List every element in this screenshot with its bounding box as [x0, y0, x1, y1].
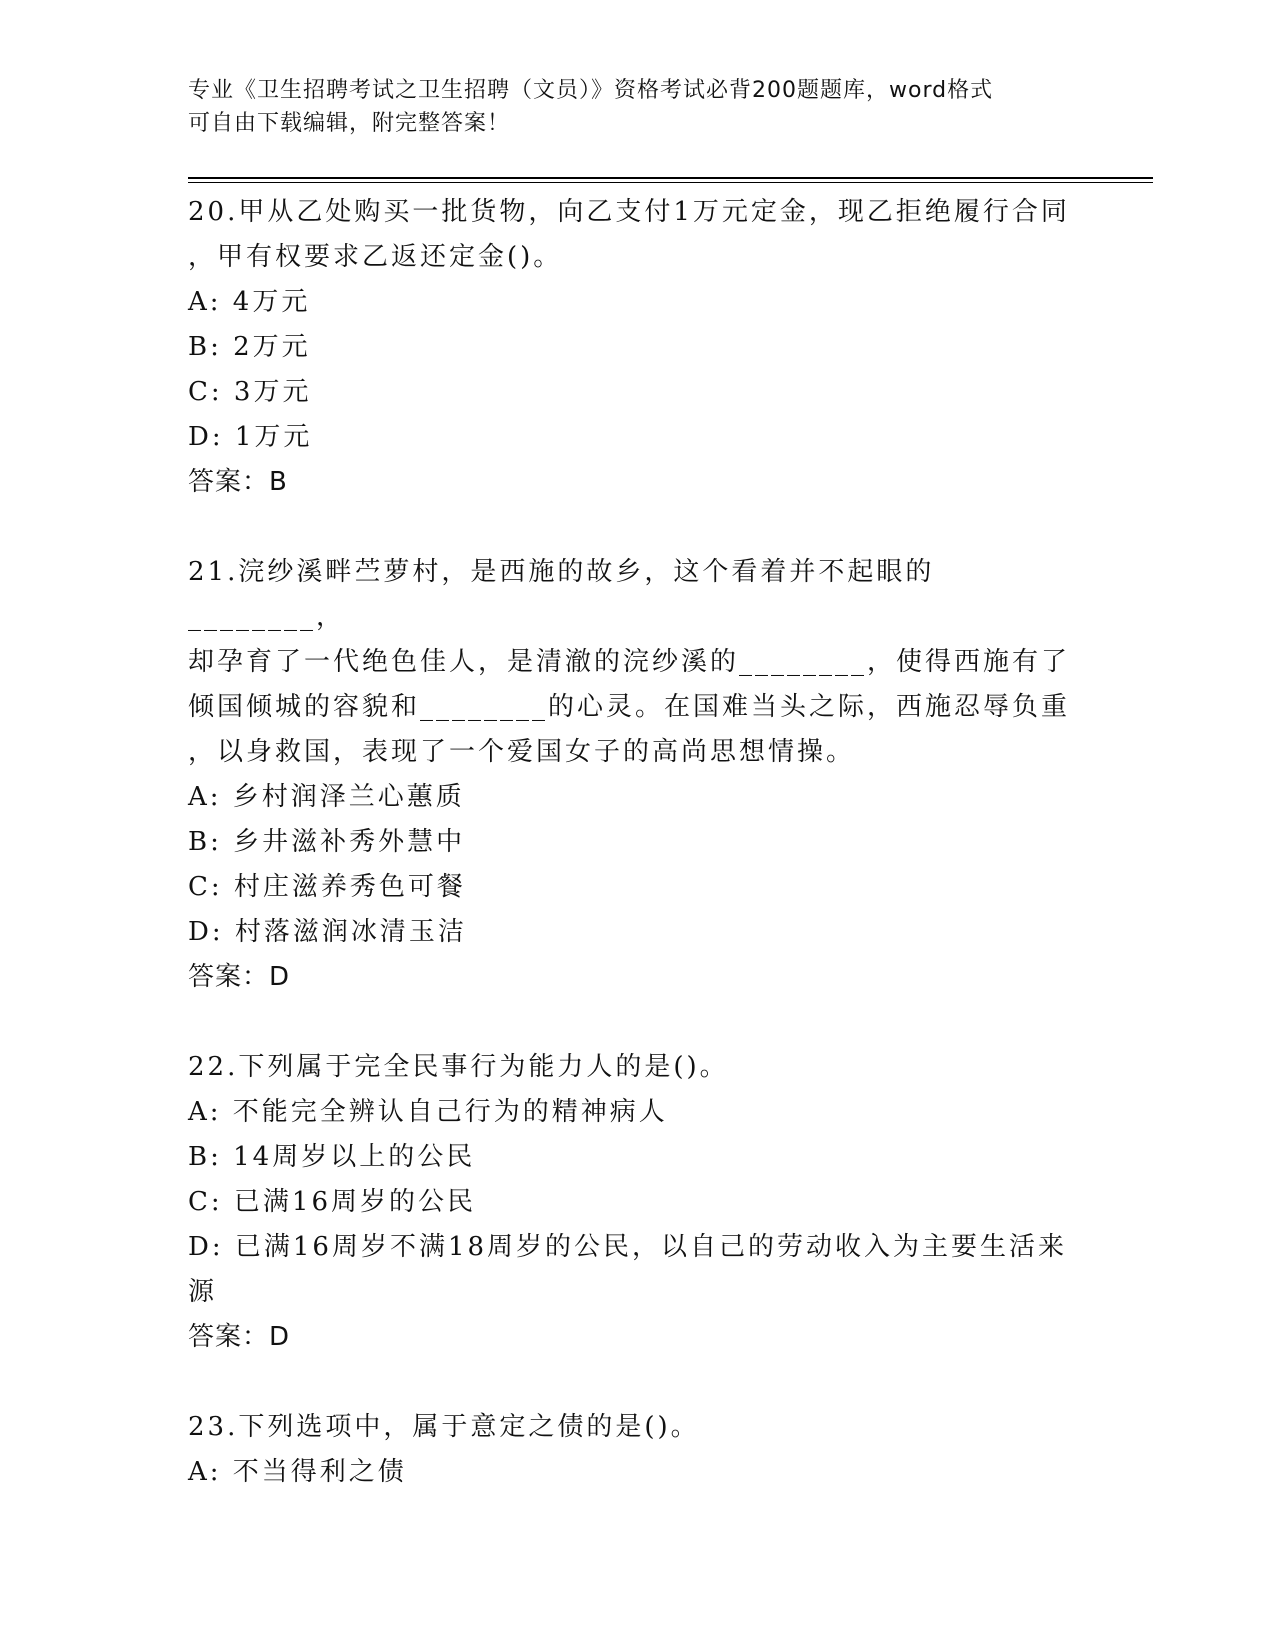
question-text-line: 22.下列属于完全民事行为能力人的是()。: [188, 1052, 729, 1082]
option-a: A: 乡村润泽兰心蕙质: [188, 782, 465, 812]
question-list: [188, 190, 1088, 1495]
option-d-continued: 源: [188, 1277, 218, 1307]
question-text-line: 23.下列选项中，属于意定之债的是()。: [188, 1412, 700, 1442]
question-text-line: ，以身救国，表现了一个爱国女子的高尚思想情操。: [188, 737, 856, 767]
question-gap: [188, 505, 1088, 550]
option-a: A: 不能完全辨认自己行为的精神病人: [188, 1097, 668, 1127]
question-23: [188, 1405, 1088, 1495]
document-header: [188, 74, 1088, 140]
header-divider-thin: [188, 182, 1153, 183]
option-a: A: 4万元: [188, 287, 311, 317]
header-line-2: 可自由下载编辑，附完整答案！: [188, 111, 511, 136]
question-20: [188, 190, 1088, 505]
option-b: B: 乡井滋补秀外慧中: [188, 827, 466, 857]
option-c: C: 已满16周岁的公民: [188, 1187, 477, 1217]
option-b: B: 14周岁以上的公民: [188, 1142, 476, 1172]
question-text-line: 21.浣纱溪畔苎萝村，是西施的故乡，这个看着并不起眼的________，: [188, 557, 935, 632]
option-b: B: 2万元: [188, 332, 311, 362]
option-c: C: 村庄滋养秀色可餐: [188, 872, 466, 902]
answer-line: 答案：D: [188, 1322, 291, 1352]
option-c: C: 3万元: [188, 377, 312, 407]
header-divider-thick: [188, 177, 1153, 179]
option-a: A: 不当得利之债: [188, 1457, 407, 1487]
question-text-line: 倾国倾城的容貌和________的心灵。在国难当头之际，西施忍辱负重: [188, 692, 1071, 722]
question-text-line: 却孕育了一代绝色佳人，是清澈的浣纱溪的________，使得西施有了: [188, 647, 1071, 677]
option-d: D: 已满16周岁不满18周岁的公民，以自己的劳动收入为主要生活来: [188, 1232, 1068, 1262]
answer-line: 答案：D: [188, 962, 291, 992]
option-d: D: 村落滋润冰清玉洁: [188, 917, 467, 947]
question-22: [188, 1045, 1088, 1360]
question-gap: [188, 1000, 1088, 1045]
question-gap: [188, 1360, 1088, 1405]
question-text-line: 20.甲从乙处购买一批货物，向乙支付1万元定金，现乙拒绝履行合同: [188, 197, 1070, 227]
option-d: D: 1万元: [188, 422, 313, 452]
question-21: [188, 550, 1088, 1000]
question-text-line: ，甲有权要求乙返还定金()。: [188, 242, 563, 272]
header-line-1: 专业《卫生招聘考试之卫生招聘（文员）》资格考试必背200题题库，word格式: [188, 78, 994, 103]
answer-line: 答案：B: [188, 467, 288, 497]
